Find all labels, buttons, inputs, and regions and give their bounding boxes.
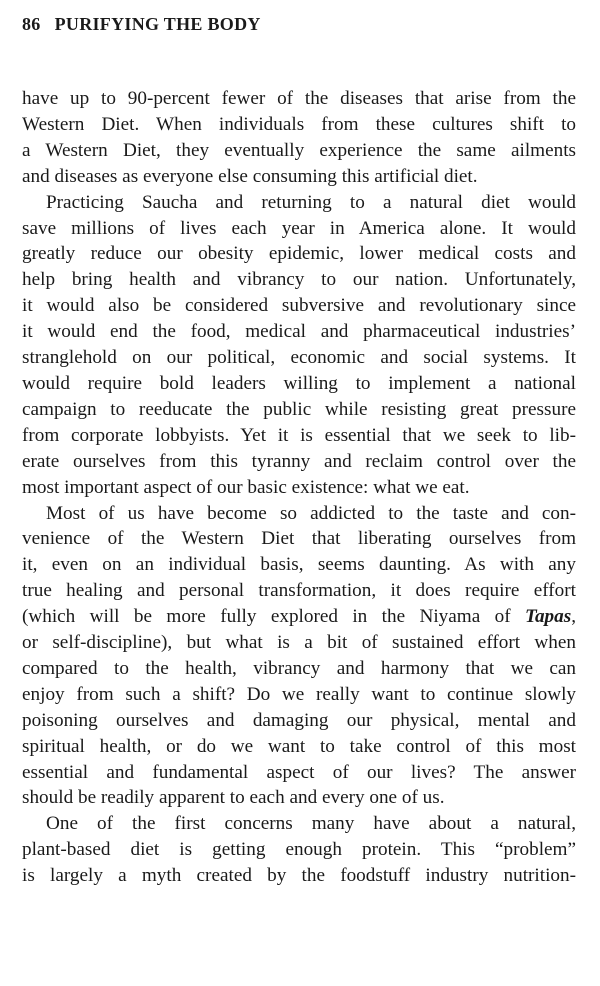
text-line: stranglehold on our political, economic and social systems. It	[22, 347, 576, 369]
paragraph-3	[22, 501, 576, 812]
running-title: PURIFYING THE BODY	[54, 14, 261, 34]
text-line: campaign to reeducate the public while resisting great pressure	[22, 398, 576, 420]
text-line: essential and fundamental aspect of our lives? The answer	[22, 761, 576, 783]
text-line: enjoy from such a shift? Do we really want to continue slowly	[22, 683, 576, 705]
text-line: Most of us have become so addicted to the taste and con-	[46, 502, 576, 524]
text-line: plant-based diet is getting enough protein. This “problem”	[22, 839, 576, 861]
running-head	[22, 14, 261, 35]
text-line: Western Diet. When individuals from these cultures shift to	[22, 113, 576, 135]
text-line: it, even on an individual basis, seems daunting. As with any	[22, 554, 576, 576]
text-line: would require bold leaders willing to implement a national	[22, 372, 576, 394]
text-line: greatly reduce our obesity epidemic, lower medical costs and	[22, 243, 576, 265]
text-line: erate ourselves from this tyranny and reclaim control over the	[22, 450, 576, 472]
text-fragment: (which will be more fully explored in the Niyama of	[22, 606, 525, 628]
text-line: should be readily apparent to each and every one of us.	[22, 787, 445, 809]
text-line: it would also be considered subversive and revolutionary since	[22, 295, 576, 317]
text-line: One of the first concerns many have about a natural,	[46, 813, 576, 835]
text-line: is largely a myth created by the foodstuff industry nutrition-	[22, 865, 576, 887]
text-line: help bring health and vibrancy to our nation. Unfortunately,	[22, 269, 576, 291]
text-line: or self-discipline), but what is a bit of sustained effort when	[22, 632, 576, 654]
text-line: most important aspect of our basic existence: what we eat.	[22, 476, 470, 498]
text-line: poisoning ourselves and damaging our physical, mental and	[22, 709, 576, 731]
emphasis-tapas: Tapas	[524, 606, 572, 628]
text-line: true healing and personal transformation, it does require effort	[22, 580, 576, 602]
paragraph-1	[22, 86, 576, 190]
paragraph-2	[22, 190, 576, 501]
page-number: 86	[22, 14, 41, 34]
text-line: it would end the food, medical and pharmaceutical industries’	[22, 321, 576, 343]
text-line: have up to 90-percent fewer of the diseases that arise from the	[22, 88, 576, 109]
text-line: spiritual health, or do we want to take control of this most	[22, 735, 576, 757]
paragraph-4	[22, 811, 576, 889]
text-line: save millions of lives each year in America alone. It would	[22, 217, 576, 239]
text-line: venience of the Western Diet that liberating ourselves from	[22, 528, 576, 550]
text-line: compared to the health, vibrancy and harmony that we can	[22, 657, 576, 679]
text-line: from corporate lobbyists. Yet it is essential that we seek to lib-	[22, 424, 576, 446]
text-line: and diseases as everyone else consuming this artificial diet.	[22, 165, 478, 187]
text-line: Practicing Saucha and returning to a natural diet would	[46, 191, 576, 213]
text-fragment: ,	[571, 606, 576, 628]
text-line-with-emphasis	[22, 604, 576, 630]
text-line: a Western Diet, they eventually experience the same ailments	[22, 139, 576, 161]
body-text	[22, 86, 576, 889]
